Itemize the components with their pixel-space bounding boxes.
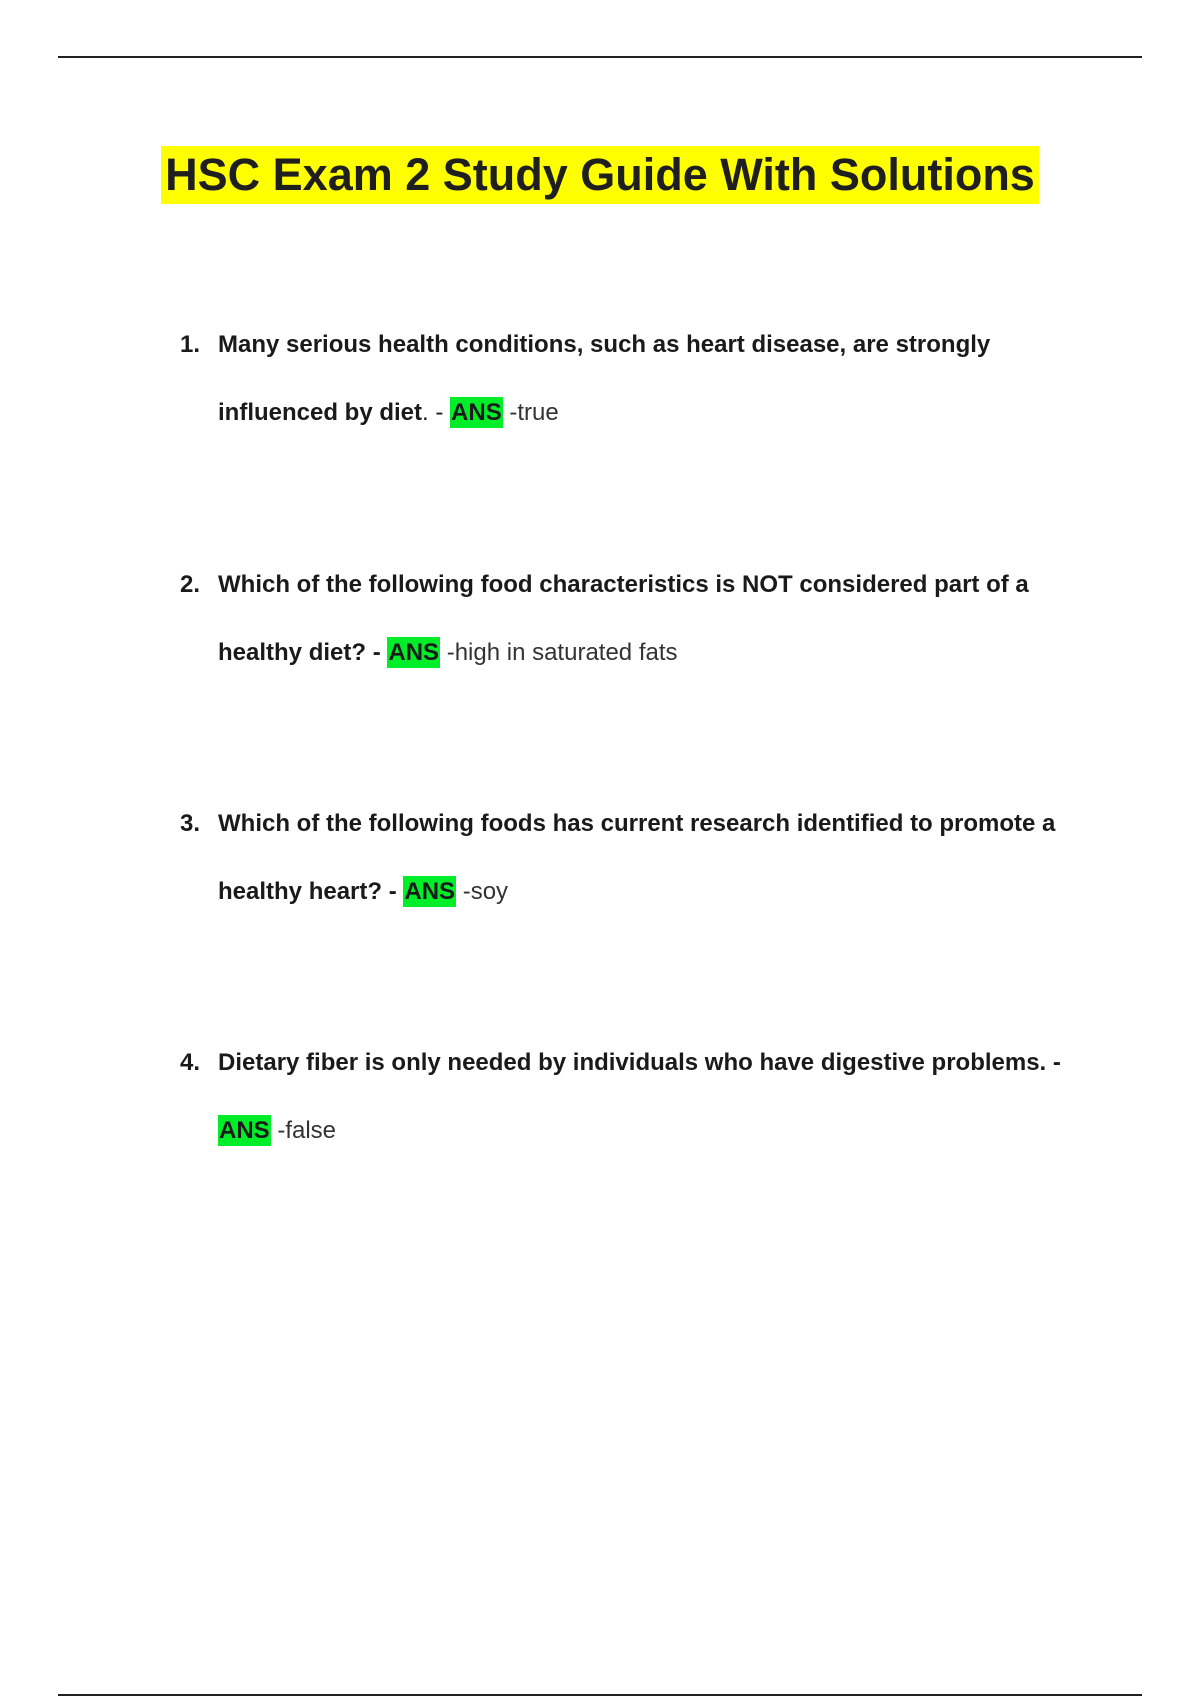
question-text: Which of the following food characteristics is NOT considered part of a healthy diet? - — [218, 571, 1029, 666]
question-item — [180, 1029, 1100, 1165]
answer-text: -high in saturated fats — [446, 639, 678, 666]
question-item — [180, 790, 1100, 926]
question-text: Which of the following foods has current research identified to promote a healthy heart? - — [218, 810, 1056, 905]
answer-text: -false — [277, 1117, 337, 1144]
question-number: 4. — [180, 1049, 201, 1076]
bottom-rule — [58, 1694, 1142, 1696]
question-body — [218, 311, 1100, 447]
question-item — [180, 311, 1100, 447]
question-item — [180, 551, 1100, 687]
question-text: Many serious health conditions, such as heart disease, are strongly influenced by diet — [218, 331, 991, 426]
answer-badge: ANS — [219, 1117, 270, 1144]
answer-text: -true — [509, 399, 559, 426]
answer-badge: ANS — [451, 399, 502, 426]
answer-badge: ANS — [388, 639, 440, 666]
question-body — [218, 790, 1100, 926]
answer-text: -soy — [462, 878, 509, 905]
top-rule — [58, 56, 1142, 58]
question-number: 1. — [180, 331, 201, 358]
question-body — [218, 1029, 1100, 1165]
question-number: 3. — [180, 810, 201, 837]
question-body — [218, 551, 1100, 687]
question-text: Dietary fiber is only needed by individuals who have digestive problems. - — [218, 1049, 1061, 1076]
question-number: 2. — [180, 571, 201, 598]
title-container — [0, 146, 1200, 204]
document-title: HSC Exam 2 Study Guide With Solutions — [161, 146, 1039, 204]
question-separator: . - — [422, 399, 444, 426]
answer-badge: ANS — [404, 878, 456, 905]
